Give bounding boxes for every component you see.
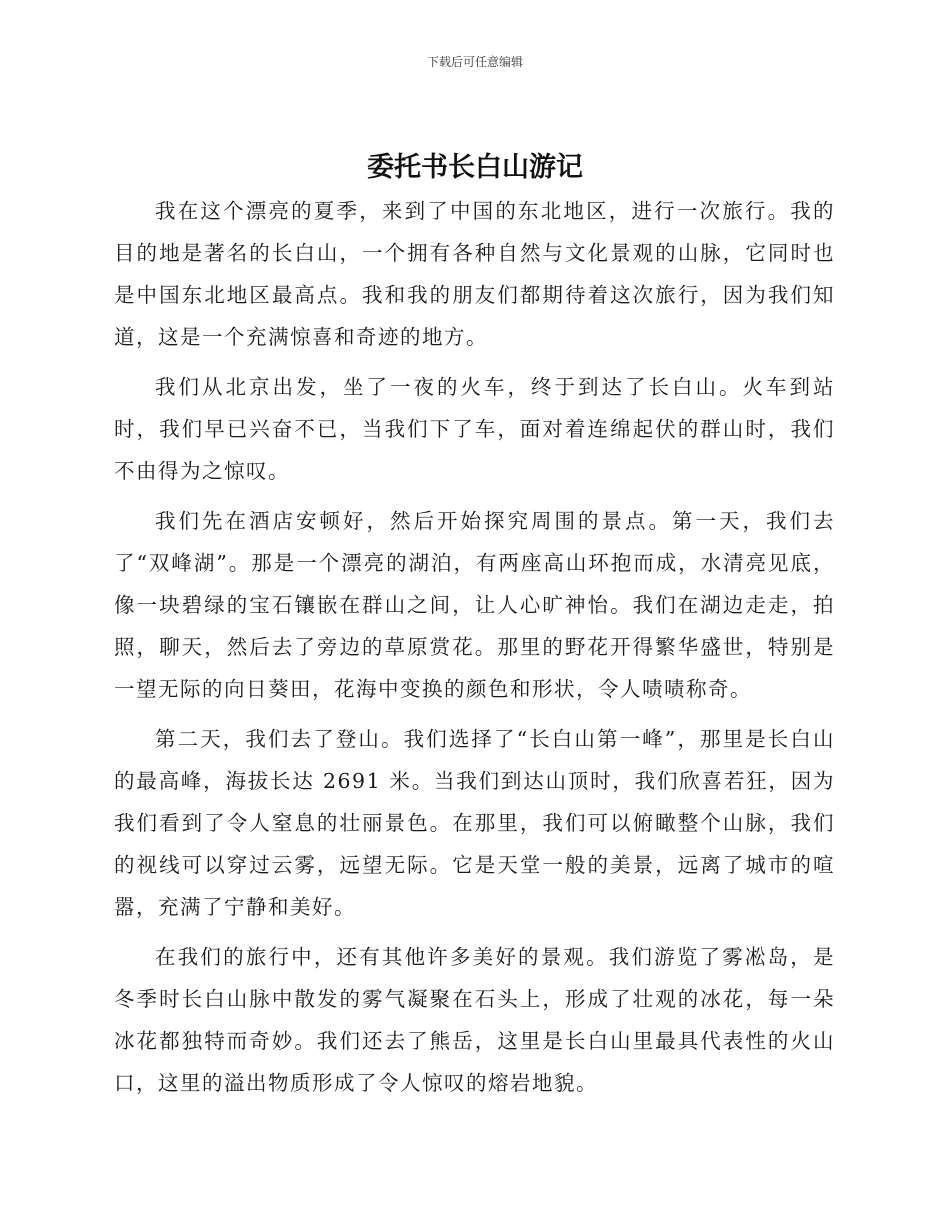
page-header-note: 下载后可任意编辑 [426, 55, 523, 69]
paragraph-2: 我们从北京出发，坐了一夜的火车，终于到达了长白山。火车到站时，我们早已兴奋不已，当我们下了车，面对着连绵起伏的群山时，我们不由得为之惊叹。 [114, 375, 835, 483]
document-body [114, 190, 835, 1112]
paragraph-1: 我在这个漂亮的夏季，来到了中国的东北地区，进行一次旅行。我的目的地是著名的长白山，一个拥有各种自然与文化景观的山脉，它同时也是中国东北地区最高点。我和我的朋友们都期待着这次旅行，因为我们知道，这是一个充满惊喜和奇迹的地方。 [114, 199, 835, 349]
document-title: 委托书长白山游记 [367, 152, 583, 183]
paragraph-3: 我们先在酒店安顿好，然后开始探究周围的景点。第一天，我们去了“双峰湖”。那是一个漂亮的湖泊，有两座高山环抱而成，水清亮见底，像一块碧绿的宝石镶嵌在群山之间，让人心旷神怡。我们在湖边走走，拍照，聊天，然后去了旁边的草原赏花。那里的野花开得繁华盛世，特别是一望无际的向日葵田，花海中变换的颜色和形状，令人啧啧称奇。 [114, 509, 835, 701]
paragraph-4: 第二天，我们去了登山。我们选择了“长白山第一峰”，那里是长白山的最高峰，海拔长达 2691 米。当我们到达山顶时，我们欣喜若狂，因为我们看到了令人窒息的壮丽景色。在那里，我们可以俯瞰整个山脉，我们的视线可以穿过云雾，远望无际。它是天堂一般的美景，远离了城市的喧嚣，充满了宁静和美好。 [114, 727, 835, 919]
paragraph-5: 在我们的旅行中，还有其他许多美好的景观。我们游览了雾凇岛，是冬季时长白山脉中散发的雾气凝聚在石头上，形成了壮观的冰花，每一朵冰花都独特而奇妙。我们还去了熊岳，这里是长白山里最具代表性的火山口，这里的溢出物质形成了令人惊叹的熔岩地貌。 [114, 945, 835, 1095]
